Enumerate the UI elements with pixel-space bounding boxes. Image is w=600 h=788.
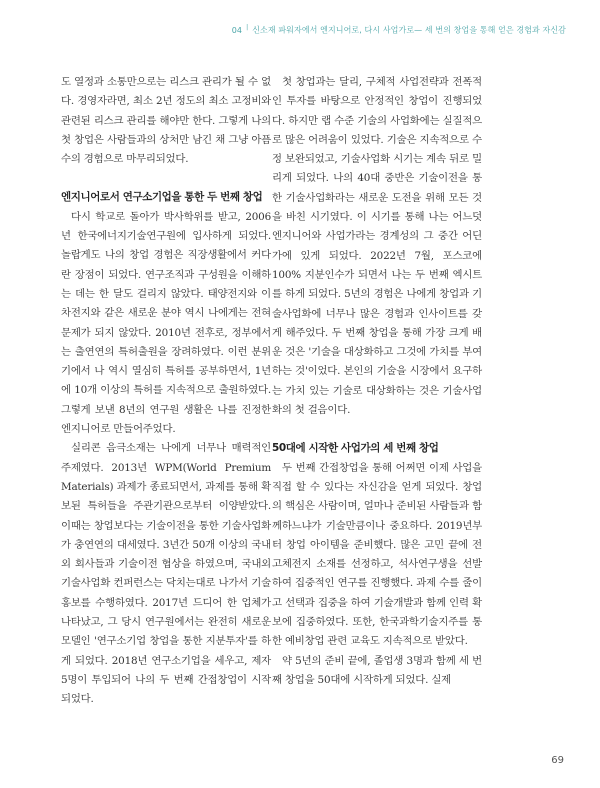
- left-column: [61, 73, 271, 710]
- header-separator: |: [246, 24, 249, 31]
- paragraph: 두 번째 간접창업을 통해 어쩌면 이제 사업을 직접 할 수 있다는 자신감을 얻게 되었다. 창업의 핵심은 사람이며, 얼마나 준비된 사람들과 함께하느냐가 기술만큼이나 중요하다. 2019년부터 창업 아이템을 준비했다. 많은 고민 끝에 전고체전지 소재를 선정하고, 석사연구생을 선발하여 집중적인 연구를 진행했다. 과제 수를 줄이고 선택과 집중을 하여 기술개발과 함께 인력 확보에 집중하였다. 또한, 한국과학기술지주를 통한 예비창업 관련 교육도 지속적으로 받았다.: [272, 461, 482, 648]
- section-heading: 엔지니어로서 연구소기업을 통한 두 번째 창업: [61, 191, 263, 204]
- running-header: [232, 24, 566, 36]
- section-heading: 50대에 시작한 사업가의 세 번째 창업: [272, 442, 439, 455]
- paragraph: 약 5년의 준비 끝에, 졸업생 3명과 함께 세 번째 창업을 50대에 시작하게 되었다. 실제: [272, 654, 482, 686]
- paragraph: 도 열정과 소통만으로는 리스크 관리가 될 수 없다. 경영자라면, 최소 2년 정도의 최소 고정비와 관련된 리스크 관리를 해야만 한다. 그렇게 나의 첫 창업은 사람들과의 상처만 남긴 채 그냥 아픔수의 경험으로 마무리되었다.: [61, 76, 271, 166]
- paragraph: 첫 창업과는 달리, 구체적 사업전략과 전폭적인 투자를 바탕으로 안정적인 창업이 진행되었다. 하지만 랩 수준 기술의 사업화에는 실질적으로 많은 어려움이 있었다. 기술은 지속적으로 수정 보완되었고, 기술사업화 시기는 계속 뒤로 밀리게 되었다. 나의 40대 중반은 기술이전을 통한 기술사업화라는 새로운 도전을 위해 모든 것을 바친 시기였다. 이 시기를 통해 나는 어느덧 엔지니어와 사업가라는 경계성의 그 중간 어딘가에 있게 되었다. 2022년 7월, 포스코에 100% 지분인수가 되면서 나는 두 번째 엑시트를 하게 되었다. 5년의 경험은 나에게 창업과 기술사업화에 너무나 많은 경험과 인사이트를 갖게 해주었다. 두 번째 창업을 통해 가장 크게 배운 것은 '기술을 대상화하고 그것에 가치를 부여하는 것'이었다. 본인의 기술을 시장에서 요구하는 가치 있는 기술로 대상화하는 것은 기술사업화의 첫 걸음이다.: [272, 76, 482, 417]
- page-number: 69: [551, 755, 564, 766]
- paragraph: 실리콘 음극소재는 나에게 너무나 매력적인 주제였다. 2013년 WPM(World Premium Materials) 과제가 종료되면서, 과제를 통해 확보된 특허들을 주관기관으로부터 이양받았다. 이때는 창업보다는 기술이전을 통한 기술사업화가 충연연의 대세였다. 3년간 50개 이상의 국내외 회사들과 기술이전 협상을 하였으며, 국내외 기술사업화 컨퍼런스는 닥치는대로 나가서 기술 홍보를 수행하였다. 2017년 드디어 한 업체가 나타났고, 그 당시 연구원에서는 완전히 새로운 모델인 '연구소기업 창업을 통한 지분투자'를 하게 되었다. 2018년 연구소기업을 세우고, 제자 5명이 투입되어 나의 두 번째 간접창업이 시작되었다.: [61, 442, 271, 706]
- header-title: 신소재 파워자에서 엔지니어로, 다시 사업가로— 세 번의 창업을 통해 얻은 경험과 자신감: [252, 25, 566, 35]
- paragraph: 다시 학교로 돌아가 박사학위를 받고, 2006년 한국에너지기술연구원에 입사하게 되었다. 놀랍게도 나의 창업 경험은 직장생활에서 커다란 장점이 되었다. 연구조직과 구성원을 이해하는 데는 한 달도 걸리지 않았다. 태양전지와 이차전지와 같은 새로운 분야 역시 나에게는 전혀 문제가 되지 않았다. 2010년 전후로, 정부에서는 출연연의 특허출원을 장려하였다. 이런 분위기에서 나 역시 열심히 특허를 공부하면서, 1년에 10개 이상의 특허를 지속적으로 출원하였다. 그렇게 보낸 8년의 연구원 생활은 나를 진정한 엔지니어로 만들어주었다.: [61, 210, 271, 436]
- chapter-number: 04: [231, 25, 243, 35]
- right-column: [272, 73, 482, 690]
